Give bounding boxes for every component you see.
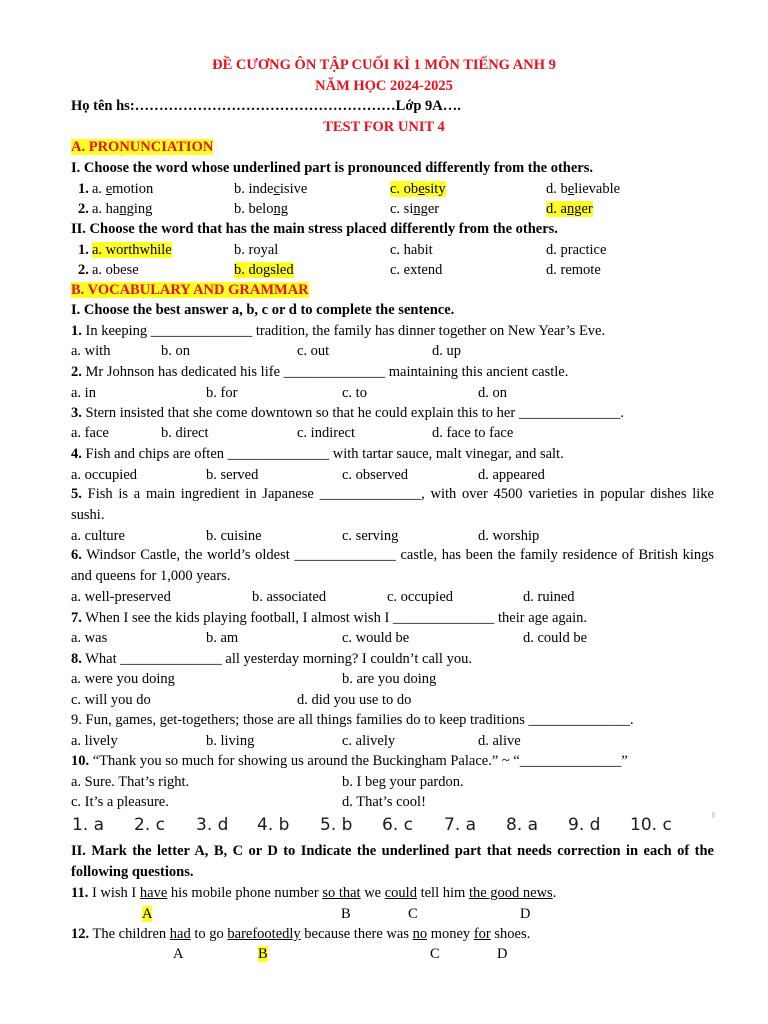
pron-q2-c: c. singer	[390, 201, 440, 217]
error-instruction: II. Mark the letter A, B, C or D to Indicate the underlined part that needs correction in each of the following questions.	[71, 843, 714, 880]
pron-q1-b: b. indecisive	[234, 181, 308, 197]
vocab-q1: 1. In keeping ______________ tradition, the family has dinner together on New Year’s Eve.	[71, 323, 606, 339]
vocab-q1-a: a. with	[71, 343, 111, 359]
vocab-q8-b: b. are you doing	[342, 671, 437, 687]
vocab-q3-c: c. indirect	[297, 425, 355, 441]
vocab-q1-d: d. up	[432, 343, 461, 359]
vocab-q5-b: b. cuisine	[206, 528, 262, 544]
vocab-q3-b: b. direct	[161, 425, 209, 441]
vocab-q4-c: c. observed	[342, 467, 409, 483]
school-year: NĂM HỌC 2024-2025	[315, 78, 453, 94]
stress-q1-c: c. habit	[390, 242, 433, 258]
stress-q2-c: c. extend	[390, 262, 443, 278]
vocab-q6: 6. Windsor Castle, the world’s oldest ______________ castle, has been the family residence of British kings and queens for 1,000 years.	[71, 547, 715, 584]
vocab-q9: 9. Fun, games, get-togethers; those are all things families do to keep traditions ______________.	[71, 712, 634, 728]
stress-q2-b: b. dogsled	[234, 262, 294, 278]
vocab-q3-d: d. face to face	[432, 425, 514, 441]
vocab-q9-d: d. alive	[478, 733, 521, 749]
stress-q1-b: b. royal	[234, 242, 279, 258]
vocab-q4-d: d. appeared	[478, 467, 545, 483]
section-b-heading: B. VOCABULARY AND GRAMMAR	[71, 282, 309, 298]
vocab-q2-b: b. for	[206, 385, 238, 401]
vocab-q7-a: a. was	[71, 630, 108, 646]
test-title: TEST FOR UNIT 4	[323, 119, 445, 135]
answer-key-8: 8. a	[506, 815, 539, 835]
vocab-q9-a: a. lively	[71, 733, 118, 749]
error-q11-B: B	[341, 906, 351, 922]
vocab-q7-c: c. would be	[342, 630, 410, 646]
answer-key-7: 7. a	[444, 815, 477, 835]
error-q11-A: A	[142, 906, 153, 922]
vocab-q5-d: d. worship	[478, 528, 540, 544]
vocab-q7: 7. When I see the kids playing football, I almost wish I ______________ their age again.	[71, 610, 587, 626]
vocab-q4-b: b. served	[206, 467, 259, 483]
vocab-q6-a: a. well-preserved	[71, 589, 171, 605]
answer-key-1: 1. a	[72, 815, 105, 835]
vocab-q9-c: c. alively	[342, 733, 396, 749]
vocab-q2-d: d. on	[478, 385, 507, 401]
stress-q2-num: 2.	[78, 262, 89, 278]
pron-q2-a: a. hanging	[92, 201, 153, 217]
answer-key-6: 6. c	[382, 815, 413, 835]
pron-q1-d: d. believable	[546, 181, 621, 197]
stress-q2-a: a. obese	[92, 262, 139, 278]
pron-q2-num: 2.	[78, 201, 89, 217]
vocab-q6-c: c. occupied	[387, 589, 454, 605]
stress-instruction: II. Choose the word that has the main stress placed differently from the others.	[71, 221, 558, 237]
stress-q1-d: d. practice	[546, 242, 607, 258]
pron-q2-b: b. belong	[234, 201, 288, 217]
vocab-q4: 4. Fish and chips are often ______________ with tartar sauce, malt vinegar, and salt.	[71, 446, 564, 462]
vocab-q4-a: a. occupied	[71, 467, 138, 483]
answer-key-5: 5. b	[320, 815, 353, 835]
vocab-q2-a: a. in	[71, 385, 96, 401]
vocab-q2: 2. Mr Johnson has dedicated his life ______________ maintaining this ancient castle.	[71, 364, 569, 380]
pron-q1-a: a. emotion	[92, 181, 154, 197]
vocab-q6-d: d. ruined	[523, 589, 575, 605]
vocab-q5-a: a. culture	[71, 528, 125, 544]
error-q12-A: A	[173, 946, 184, 962]
vocab-q10: 10. “Thank you so much for showing us around the Buckingham Palace.” ~ “______________”	[71, 753, 628, 769]
vocab-instruction: I. Choose the best answer a, b, c or d to complete the sentence.	[71, 302, 455, 318]
vocab-q6-b: b. associated	[252, 589, 327, 605]
vocab-q2-c: c. to	[342, 385, 367, 401]
vocab-q8-d: d. did you use to do	[297, 692, 412, 708]
vocab-q8-a: a. were you doing	[71, 671, 175, 687]
pron-q1-c: c. obesity	[390, 181, 446, 197]
vocab-q10-b: b. I beg your pardon.	[342, 774, 464, 790]
stress-q2-d: d. remote	[546, 262, 601, 278]
error-q12-D: D	[497, 946, 508, 962]
student-name-line: Họ tên hs:………………………………………………Lớp 9A….	[71, 98, 461, 114]
vocab-q1-c: c. out	[297, 343, 330, 359]
error-q11: 11. I wish I have his mobile phone number so that we could tell him the good news.	[71, 885, 557, 901]
answer-key-4: 4. b	[257, 815, 290, 835]
pron-q2-d: d. anger	[546, 201, 593, 217]
vocab-q10-d: d. That’s cool!	[342, 794, 426, 810]
error-q11-D: D	[520, 906, 531, 922]
vocab-q10-c: c. It’s a pleasure.	[71, 794, 169, 810]
pron-instruction-1: I. Choose the word whose underlined part is pronounced differently from the others.	[71, 160, 594, 176]
error-q12-C: C	[430, 946, 440, 962]
vocab-q7-d: d. could be	[523, 630, 588, 646]
doc-title: ĐỀ CƯƠNG ÔN TẬP CUỐI KÌ 1 MÔN TIẾNG ANH 9	[212, 57, 556, 73]
vocab-q8: 8. What ______________ all yesterday morning? I couldn’t call you.	[71, 651, 472, 667]
vocab-q5-c: c. serving	[342, 528, 399, 544]
error-q12-B: B	[258, 946, 268, 962]
vocab-q8-c: c. will you do	[71, 692, 151, 708]
vocab-q5: 5. Fish is a main ingredient in Japanese ______________, with over 4500 varieties in popular dishes like sushi.	[71, 486, 714, 523]
answer-key-9: 9. d	[568, 815, 601, 835]
stress-q1-a: a. worthwhile	[92, 242, 172, 258]
vocab-q9-b: b. living	[206, 733, 255, 749]
answer-key-2: 2. c	[134, 815, 165, 835]
stress-q1-num: 1.	[78, 242, 89, 258]
vocab-q3: 3. Stern insisted that she come downtown so that he could explain this to her ______________.	[71, 405, 624, 421]
answer-key-3: 3. d	[196, 815, 229, 835]
answer-key-10: 10. c	[630, 815, 672, 835]
scan-mark	[712, 812, 715, 818]
vocab-q3-a: a. face	[71, 425, 109, 441]
error-q11-C: C	[408, 906, 418, 922]
error-q12: 12. The children had to go barefootedly because there was no money for shoes.	[71, 926, 531, 942]
pron-q1-num: 1.	[78, 181, 89, 197]
vocab-q1-b: b. on	[161, 343, 190, 359]
vocab-q10-a: a. Sure. That’s right.	[71, 774, 190, 790]
section-a-heading: A. PRONUNCIATION	[71, 139, 214, 155]
vocab-q7-b: b. am	[206, 630, 239, 646]
